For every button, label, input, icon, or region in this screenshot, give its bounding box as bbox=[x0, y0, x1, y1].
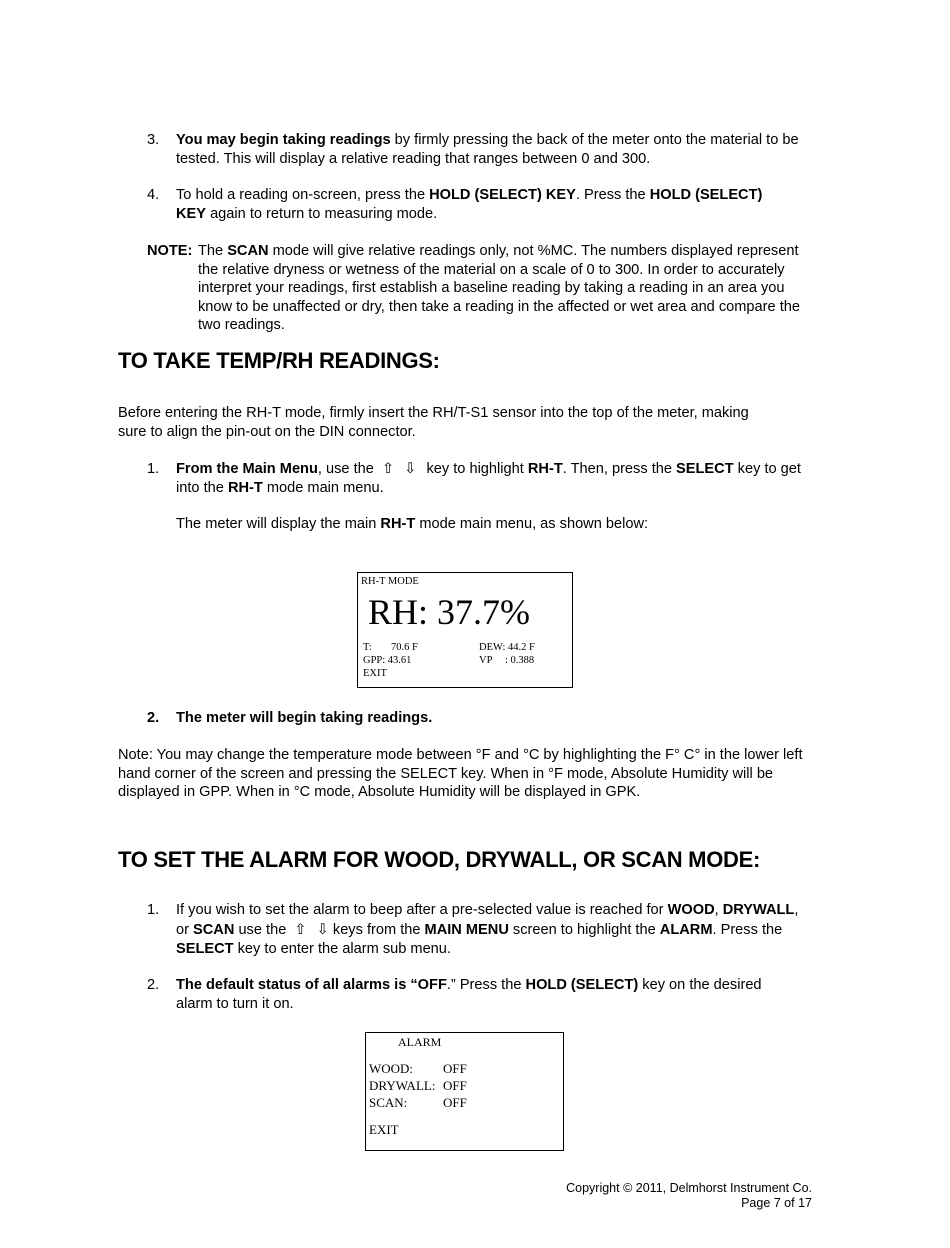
screen-title: RH-T MODE bbox=[361, 576, 419, 587]
page-number: Page 7 of 17 bbox=[741, 1196, 812, 1210]
rht-menu-description: The meter will display the main RH-T mode main menu, as shown below: bbox=[176, 516, 649, 532]
vp-label: VP bbox=[479, 655, 493, 666]
gpp-value: GPP: 43.61 bbox=[363, 655, 412, 666]
item-text: To hold a reading on-screen, press the HOLD (SELECT) KEY. Press the HOLD (SELECT) KEY again to return to measuring mode. bbox=[176, 187, 763, 222]
alarm-row-scan-label: SCAN: bbox=[369, 1095, 408, 1110]
item-number: 4. bbox=[147, 187, 160, 203]
alarm-row-scan-value: OFF bbox=[443, 1095, 467, 1110]
item-number: 1. bbox=[147, 902, 160, 918]
item-text: The default status of all alarms is “OFF.” Press the HOLD (SELECT) key on the desired alarm to turn it on. bbox=[176, 977, 762, 1012]
alarm-row-drywall-value: OFF bbox=[443, 1078, 467, 1093]
alarm-exit-option: EXIT bbox=[369, 1122, 399, 1137]
down-arrow-icon: ⇩ bbox=[316, 921, 329, 938]
up-arrow-icon: ⇧ bbox=[294, 921, 307, 938]
alarm-row-wood-value: OFF bbox=[443, 1061, 467, 1076]
section-heading-temp-rh: TO TAKE TEMP/RH READINGS: bbox=[118, 348, 440, 373]
copyright-text: Copyright © 2011, Delmhorst Instrument Co. bbox=[566, 1181, 812, 1195]
note-text: The SCAN mode will give relative readings only, not %MC. The numbers displayed represent the relative dryness or wetness of the material on a scale of 0 to 300. In order to accurately interpret your readings, first establish a baseline reading by taking a reading in an area you know to be unaffected or dry, then take a reading in the affected or wet area and compare the two readings. bbox=[198, 243, 800, 333]
temp-value: 70.6 F bbox=[391, 642, 418, 653]
rht-mode-screen bbox=[357, 572, 573, 688]
alarm-screen bbox=[365, 1032, 564, 1151]
item-text: You may begin taking readings by firmly pressing the back of the meter onto the material to be tested. This will display a relative reading that ranges between 0 and 300. bbox=[176, 132, 799, 167]
item-number: 2. bbox=[147, 710, 160, 726]
alarm-row-drywall-label: DRYWALL: bbox=[369, 1078, 436, 1093]
section-intro: Before entering the RH-T mode, firmly insert the RH/T-S1 sensor into the top of the meter, making sure to align the pin-out on the DIN connector. bbox=[118, 405, 749, 440]
item-number: 1. bbox=[147, 461, 160, 477]
rh-reading: RH: 37.7% bbox=[368, 592, 530, 632]
temperature-mode-note: Note: You may change the temperature mode between °F and °C by highlighting the F° C° in the lower left hand corner of the screen and pressing the SELECT key. When in °F mode, Absolute Humidity will be displayed in GPP. When in °C mode, Absolute Humidity will be displayed in GPK. bbox=[118, 747, 803, 800]
up-arrow-icon: ⇧ bbox=[381, 461, 395, 477]
note-label: NOTE: bbox=[147, 243, 193, 259]
dew-value: DEW: 44.2 F bbox=[479, 642, 535, 653]
item-number: 3. bbox=[147, 132, 160, 148]
section-heading-alarm: TO SET THE ALARM FOR WOOD, DRYWALL, OR SCAN MODE: bbox=[118, 847, 761, 872]
page-footer bbox=[566, 1181, 812, 1211]
alarm-screen-title: ALARM bbox=[398, 1035, 442, 1049]
temp-label: T: bbox=[363, 642, 372, 653]
exit-option: EXIT bbox=[363, 668, 387, 679]
vp-value: : 0.388 bbox=[505, 655, 535, 666]
item-text: From the Main Menu, use the ⇧ ⇩ key to highlight RH-T. Then, press the SELECT key to get into the RH-T mode main menu. bbox=[176, 461, 801, 496]
alarm-row-wood-label: WOOD: bbox=[369, 1061, 414, 1076]
item-number: 2. bbox=[147, 977, 160, 993]
item-text: The meter will begin taking readings. bbox=[176, 710, 433, 726]
item-text: If you wish to set the alarm to beep after a pre-selected value is reached for WOOD, DRYWALL, or SCAN use the ⇧ ⇩ keys from the MAIN MENU screen to highlight the ALARM. Press the SELECT key to enter the alarm sub menu. bbox=[176, 902, 799, 957]
down-arrow-icon: ⇩ bbox=[404, 461, 417, 477]
